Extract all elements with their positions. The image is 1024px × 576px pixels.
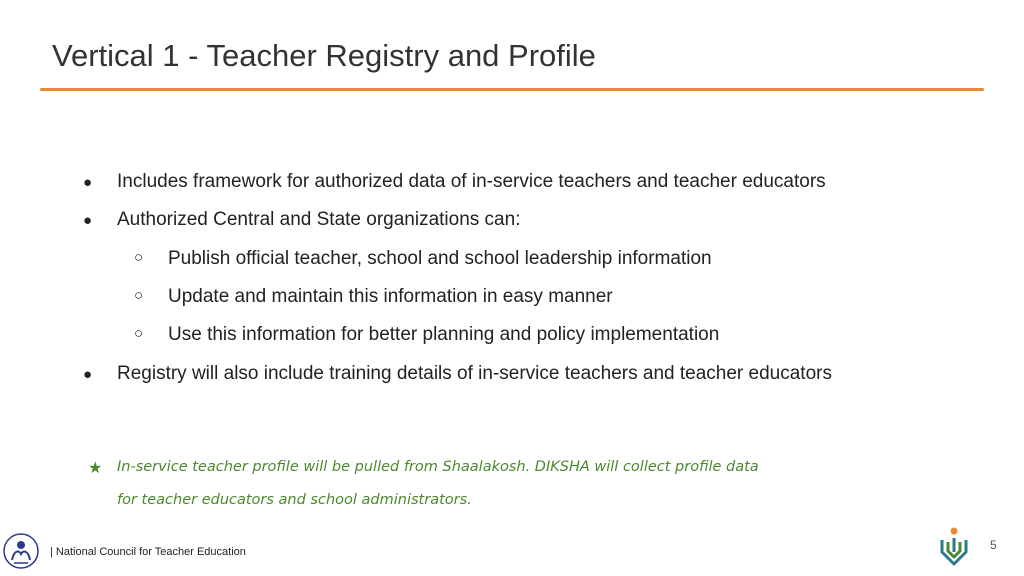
bullet-2 bbox=[83, 209, 521, 231]
bullet-text: Registry will also include training details of in-service teachers and teacher educators bbox=[117, 363, 832, 384]
sub-bullet-marker-icon: ○ bbox=[134, 249, 144, 266]
bullet-text: Use this information for better planning and policy implementation bbox=[168, 324, 720, 345]
bullet-text: Update and maintain this information in easy manner bbox=[168, 286, 613, 307]
title-underline bbox=[40, 88, 984, 91]
slide-title: Vertical 1 - Teacher Registry and Profile bbox=[52, 38, 596, 73]
sub-bullet-marker-icon: ○ bbox=[134, 325, 144, 342]
star-icon: ★ bbox=[88, 460, 103, 477]
ncte-logo-icon bbox=[2, 532, 40, 570]
sub-bullet-marker-icon: ○ bbox=[134, 287, 144, 304]
bullet-text: Publish official teacher, school and school leadership information bbox=[168, 248, 712, 269]
note-line-1: In-service teacher profile will be pulled from Shaalakosh. DIKSHA will collect profile data bbox=[117, 459, 759, 475]
sub-bullet-1 bbox=[134, 248, 712, 270]
bullet-text: Authorized Central and State organizations can: bbox=[117, 209, 521, 230]
note-line-2: for teacher educators and school administrators. bbox=[117, 492, 472, 508]
bullet-marker-icon: ● bbox=[83, 212, 93, 229]
diksha-logo-icon bbox=[936, 526, 972, 570]
footer-organization: | National Council for Teacher Education bbox=[50, 546, 246, 558]
page-number: 5 bbox=[990, 538, 997, 552]
bullet-1 bbox=[83, 171, 826, 193]
bullet-3 bbox=[83, 363, 832, 385]
bullet-text: Includes framework for authorized data of in-service teachers and teacher educators bbox=[117, 171, 826, 192]
bullet-marker-icon: ● bbox=[83, 366, 93, 383]
sub-bullet-3 bbox=[134, 324, 720, 346]
bullet-marker-icon: ● bbox=[83, 174, 93, 191]
sub-bullet-2 bbox=[134, 286, 613, 308]
